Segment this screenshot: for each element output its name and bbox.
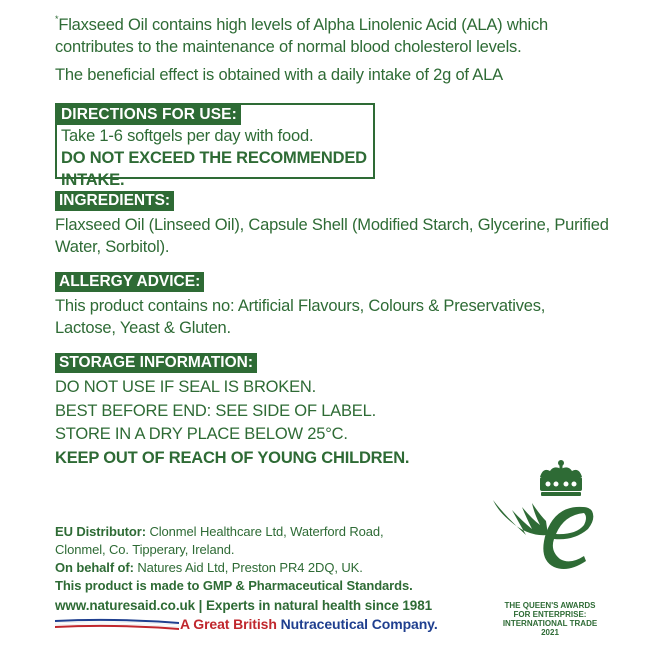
directions-heading: DIRECTIONS FOR USE: xyxy=(57,105,241,125)
storage-heading: STORAGE INFORMATION: xyxy=(55,353,257,373)
ala-note xyxy=(55,14,548,86)
award-line-1: THE QUEEN'S AWARDS xyxy=(504,601,596,610)
storage-line-3: STORE IN A DRY PLACE BELOW 25°C. xyxy=(55,425,348,443)
storage-text xyxy=(55,376,409,470)
website-line: www.naturesaid.co.uk | Experts in natural health since 1981 xyxy=(55,598,433,613)
ingredients-heading: INGREDIENTS: xyxy=(55,191,174,211)
on-behalf-of xyxy=(55,559,363,577)
ala-note-line-1 xyxy=(55,14,548,36)
ala-note-line-3: The beneficial effect is obtained with a daily intake of 2g of ALA xyxy=(55,66,503,84)
award-line-2: FOR ENTERPRISE: xyxy=(513,610,587,619)
storage-line-1: DO NOT USE IF SEAL IS BROKEN. xyxy=(55,378,317,396)
tagline-part-3: Company. xyxy=(367,616,438,632)
allergy-text xyxy=(55,295,545,339)
ala-note-text-1: Flaxseed Oil contains high levels of Alpha Linolenic Acid (ALA) which xyxy=(58,16,549,34)
on-behalf-text: Natures Aid Ltd, Preston PR4 2DQ, UK. xyxy=(133,560,363,575)
queens-award-emblem xyxy=(488,455,618,595)
directions-line-1: Take 1-6 softgels per day with food. xyxy=(61,127,314,145)
asterisk: * xyxy=(55,14,59,24)
eu-distributor-label: EU Distributor: xyxy=(55,524,146,539)
on-behalf-label: On behalf of: xyxy=(55,560,134,575)
wing-icon xyxy=(493,500,548,535)
union-flag-swoosh xyxy=(55,617,179,631)
crown-icon xyxy=(540,460,582,496)
award-year: 2021 xyxy=(541,628,559,637)
tagline-part-2: Nutraceutical xyxy=(280,616,368,632)
directions-box xyxy=(55,103,375,189)
eu-distributor xyxy=(55,523,384,541)
award-line-3: INTERNATIONAL TRADE xyxy=(502,619,598,628)
allergy-heading: ALLERGY ADVICE: xyxy=(55,272,204,292)
tagline xyxy=(180,615,438,633)
ingredients-text xyxy=(55,214,609,258)
gmp-statement: This product is made to GMP & Pharmaceutical Standards. xyxy=(55,578,413,593)
storage-warning: KEEP OUT OF REACH OF YOUNG CHILDREN. xyxy=(55,448,410,467)
directions-warning: DO NOT EXCEED THE RECOMMENDED INTAKE. xyxy=(61,149,367,189)
letter-e-icon xyxy=(543,507,593,569)
ala-note-line-2: contributes to the maintenance of normal blood cholesterol levels. xyxy=(55,38,522,56)
tagline-part-1: A Great British xyxy=(180,616,281,632)
allergy-line-2: Lactose, Yeast & Gluten. xyxy=(55,319,231,337)
ingredients-line-2: Water, Sorbitol). xyxy=(55,238,170,256)
allergy-line-1: This product contains no: Artificial Flavours, Colours & Preservatives, xyxy=(55,297,546,315)
eu-distributor-text: Clonmel Healthcare Ltd, Waterford Road, xyxy=(145,524,384,539)
queens-award-caption xyxy=(482,601,618,637)
storage-line-2: BEST BEFORE END: SEE SIDE OF LABEL. xyxy=(55,401,376,420)
eu-distributor-line-2: Clonmel, Co. Tipperary, Ireland. xyxy=(55,542,235,557)
ingredients-line-1: Flaxseed Oil (Linseed Oil), Capsule Shell (Modified Starch, Glycerine, Purified xyxy=(55,216,609,234)
